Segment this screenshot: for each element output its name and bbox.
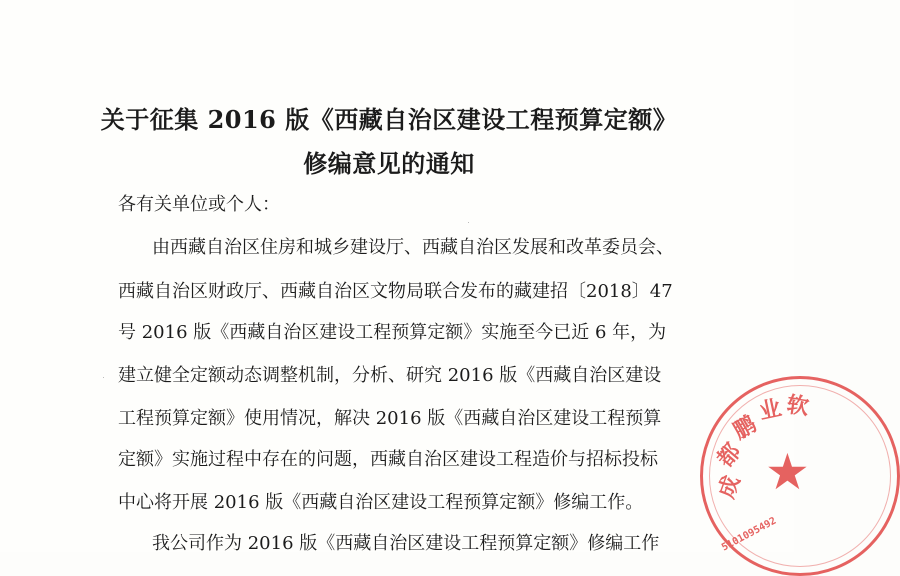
seal-char-5: 软 xyxy=(785,392,811,421)
notice-title-line-2: 修编意见的通知 xyxy=(303,149,475,178)
body-line-4: 建立健全定额动态调整机制，分析、研究 2016 版《西藏自治区建设 xyxy=(118,365,662,386)
salutation: 各有关单位或个人： xyxy=(118,194,280,215)
seal-char-2: 都 xyxy=(712,439,747,473)
seal-number: 5101095492 xyxy=(719,515,779,554)
seal-char-4: 业 xyxy=(757,395,784,425)
body-line-6: 定额》实施过程中存在的问题，西藏自治区建设工程造价与招标投标 xyxy=(118,449,658,470)
body-line-5: 工程预算定额》使用情况，解决 2016 版《西藏自治区建设工程预算 xyxy=(118,408,662,429)
body-line-1: 由西藏自治区住房和城乡建设厅、西藏自治区发展和改革委员会、 xyxy=(152,237,674,258)
seal-star-icon: ★ xyxy=(765,443,810,501)
body-line-8: 我公司作为 2016 版《西藏自治区建设工程预算定额》修编工作 xyxy=(152,533,660,554)
notice-title-line-1: 关于征集 2016 版《西藏自治区建设工程预算定额》 xyxy=(100,105,678,134)
body-line-2: 西藏自治区财政厅、西藏自治区文物局联合发布的藏建招〔2018〕47 xyxy=(118,281,673,302)
seal-char-3: 鹏 xyxy=(729,411,761,445)
body-line-3: 号 2016 版《西藏自治区建设工程预算定额》实施至今已近 6 年，为 xyxy=(118,322,667,343)
body-line-7: 中心将开展 2016 版《西藏自治区建设工程预算定额》修编工作。 xyxy=(118,492,644,513)
scan-speck xyxy=(468,222,469,223)
company-seal xyxy=(700,376,900,576)
seal-char-1: 成 xyxy=(714,472,746,502)
scan-speck xyxy=(103,377,104,378)
